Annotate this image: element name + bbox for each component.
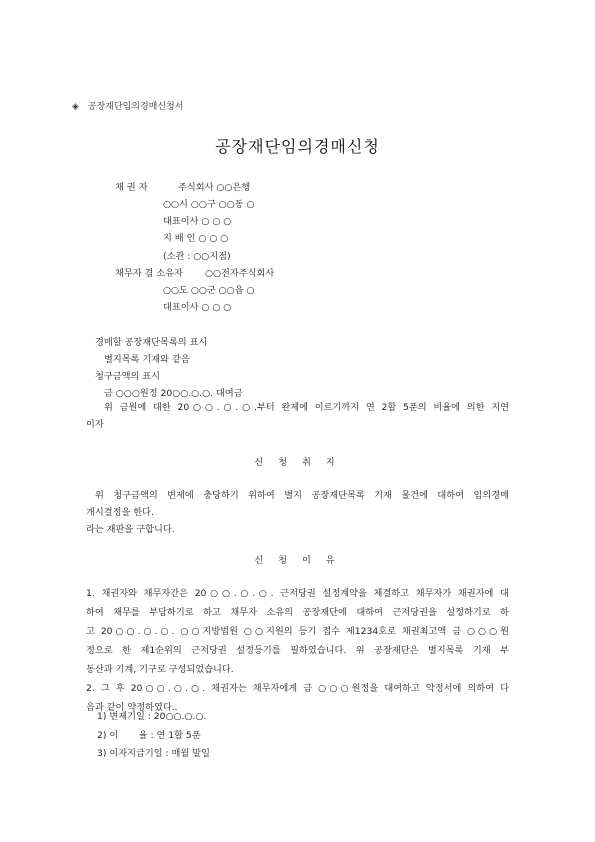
interest-line: 이자	[86, 419, 104, 430]
reason-line: 동산과 기계, 기구로 구성되었습니다.	[86, 664, 234, 675]
debtor-representative: 대표이사 ○ ○ ○	[163, 302, 232, 313]
claim-amount-detail: 금 ○○○원정 20○○.○.○. 대여금	[104, 388, 243, 399]
purpose-line: 위 청구금액의 변제에 충당하기 위하여 별지 공장재단목록 기재 물건에 대하여 임의경매	[95, 490, 509, 501]
reason-line: 정으로 한 제1순위의 근저당권 설정등기를 필하였습니다. 위 공장재단은 별지목록 기재 부	[86, 645, 509, 656]
purpose-heading: 신 청 취 지	[254, 457, 341, 468]
purpose-line: 개시결정을 한다.	[86, 507, 154, 518]
reason-line: 1. 채권자와 채무자간은 20○○.○.○. 근저당권 설정계약을 체결하고 채무자가 채권자에 대	[86, 588, 509, 599]
creditor-branch: (소관 : ○○지점)	[163, 251, 231, 262]
reason-paragraph	[86, 584, 509, 717]
term-repayment-date: 1) 변제기일 : 20○○.○.○.	[97, 711, 207, 722]
diamond-icon: ◈	[72, 102, 79, 112]
creditor-label: 채 권 자	[115, 182, 148, 193]
creditor-name: 주식회사 ○○은행	[178, 182, 251, 193]
debtor-address: ○○도 ○○군 ○○읍 ○	[163, 285, 255, 296]
reason-line: 하여 채무를 부담하기로 하고 채무자 소유의 공장재단에 대하여 근저당권을 설정하기로 하	[86, 607, 509, 618]
auction-list-heading: 경매할 공장재단목록의 표시	[95, 337, 208, 348]
interest-paragraph	[86, 399, 509, 433]
reason-line: 고 20○○.○.○. ○○지방법원 ○○지원의 등기 접수 제1234호로 채권최고액 금 ○○○원	[86, 626, 509, 637]
reason-heading: 신 청 이 유	[254, 555, 341, 566]
claim-amount-heading: 청구금액의 표시	[95, 371, 161, 382]
creditor-manager: 지 배 인 ○ ○ ○	[163, 233, 229, 244]
page-title: 공장재단임의경매신청	[215, 137, 380, 156]
debtor-label: 채무자 겸 소유자	[115, 268, 183, 279]
purpose-line: 라는 재판을 구합니다.	[86, 524, 175, 535]
creditor-representative: 대표이사 ○ ○ ○	[163, 216, 232, 227]
term-interest-rate: 2) 이 율 : 연 1할 5푼	[97, 730, 201, 741]
reason-line: 2. 그 후 20○○.○.○. 채권자는 채무자에게 금 ○○○원정을 대여하고 약정서에 의하여 다	[86, 683, 509, 694]
creditor-address: ○○시 ○○구 ○○동 ○	[163, 199, 255, 210]
purpose-paragraph	[86, 487, 509, 538]
document-header-label: 공장재단임의경매신청서	[87, 102, 184, 112]
auction-list-detail: 별지목록 기재와 같음	[104, 354, 190, 365]
debtor-name: ○○전자주식회사	[205, 268, 275, 279]
interest-line: 위 금원에 대한 20○○.○.○.부터 완제에 이르기까지 연 2할 5푼의 비율에 의한 지연	[104, 402, 509, 413]
term-interest-payment-date: 3) 이자지급기일 : 매월 말일	[97, 748, 210, 759]
document-header	[72, 99, 183, 112]
reason-line: 음과 같이 약정하였다..	[86, 702, 178, 713]
